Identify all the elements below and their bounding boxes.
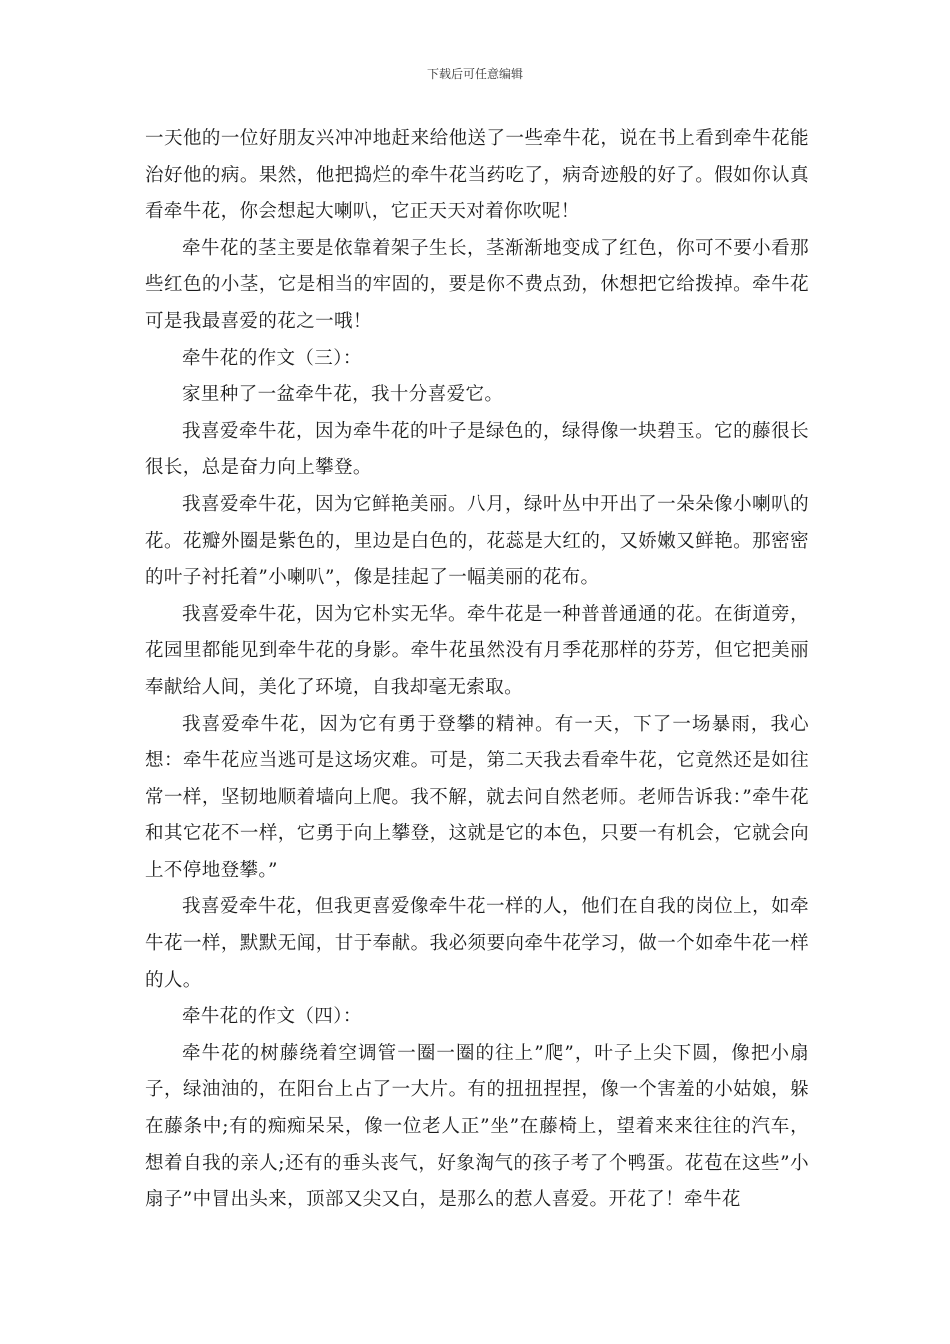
- paragraph-6: 我喜爱牵牛花，因为它鲜艳美丽。八月，绿叶丛中开出了一朵朵像小喇叭的花。花瓣外圈是紫色的，里边是白色的，花蕊是大红的，又娇嫩又鲜艳。那密密的叶子衬托着”小喇叭”，像是挂起了一幅美丽的花布。: [145, 493, 809, 589]
- page-header: 下载后可任意编辑: [426, 67, 523, 81]
- paragraph-2: 牵牛花的茎主要是依靠着架子生长，茎渐渐地变成了红色，你可不要小看那些红色的小茎，它是相当的牢固的，要是你不费点劲，休想把它给拨掉。牵牛花可是我最喜爱的花之一哦！: [145, 237, 809, 332]
- section-heading-4: 牵牛花的作文（四）：: [182, 1006, 362, 1028]
- document-body: [145, 121, 809, 1219]
- paragraph-4: 家里种了一盆牵牛花，我十分喜爱它。: [182, 384, 504, 406]
- paragraph-11: 牵牛花的树藤绕着空调管一圈一圈的往上”爬”，叶子上尖下圆，像把小扇子，绿油油的，在阳台上占了一大片。有的扭扭捏捏，像一个害羞的小姑娘，躲在藤条中;有的痴痴呆呆，像一位老人正”坐”在藤椅上，望着来来往往的汽车，想着自我的亲人;还有的垂头丧气，好象淘气的孩子考了个鸭蛋。花苞在这些”小扇子”中冒出头来，顶部又尖又白，是那么的惹人喜爱。开花了！牵牛花: [145, 1042, 809, 1211]
- paragraph-7: 我喜爱牵牛花，因为它朴实无华。牵牛花是一种普普通通的花。在街道旁，花园里都能见到牵牛花的身影。牵牛花虽然没有月季花那样的芬芳，但它把美丽奉献给人间，美化了环境，自我却毫无索取。: [145, 603, 809, 698]
- paragraph-9: 我喜爱牵牛花，但我更喜爱像牵牛花一样的人，他们在自我的岗位上，如牵牛花一样，默默无闻，甘于奉献。我必须要向牵牛花学习，做一个如牵牛花一样的人。: [145, 896, 809, 991]
- section-heading-3: 牵牛花的作文（三）：: [182, 347, 362, 369]
- paragraph-5: 我喜爱牵牛花，因为牵牛花的叶子是绿色的，绿得像一块碧玉。它的藤很长很长，总是奋力向上攀登。: [145, 420, 809, 479]
- paragraph-8: 我喜爱牵牛花，因为它有勇于登攀的精神。有一天，下了一场暴雨，我心想：牵牛花应当逃可是这场灾难。可是，第二天我去看牵牛花，它竟然还是如往常一样，坚韧地顺着墙向上爬。我不解，就去问自然老师。老师告诉我：”牵牛花和其它花不一样，它勇于向上攀登，这就是它的本色，只要一有机会，它就会向上不停地登攀。”: [145, 713, 809, 881]
- paragraph-1: 一天他的一位好朋友兴冲冲地赶来给他送了一些牵牛花，说在书上看到牵牛花能治好他的病。果然，他把捣烂的牵牛花当药吃了，病奇迹般的好了。假如你认真看牵牛花，你会想起大喇叭，它正天天对着你吹呢！: [145, 128, 809, 223]
